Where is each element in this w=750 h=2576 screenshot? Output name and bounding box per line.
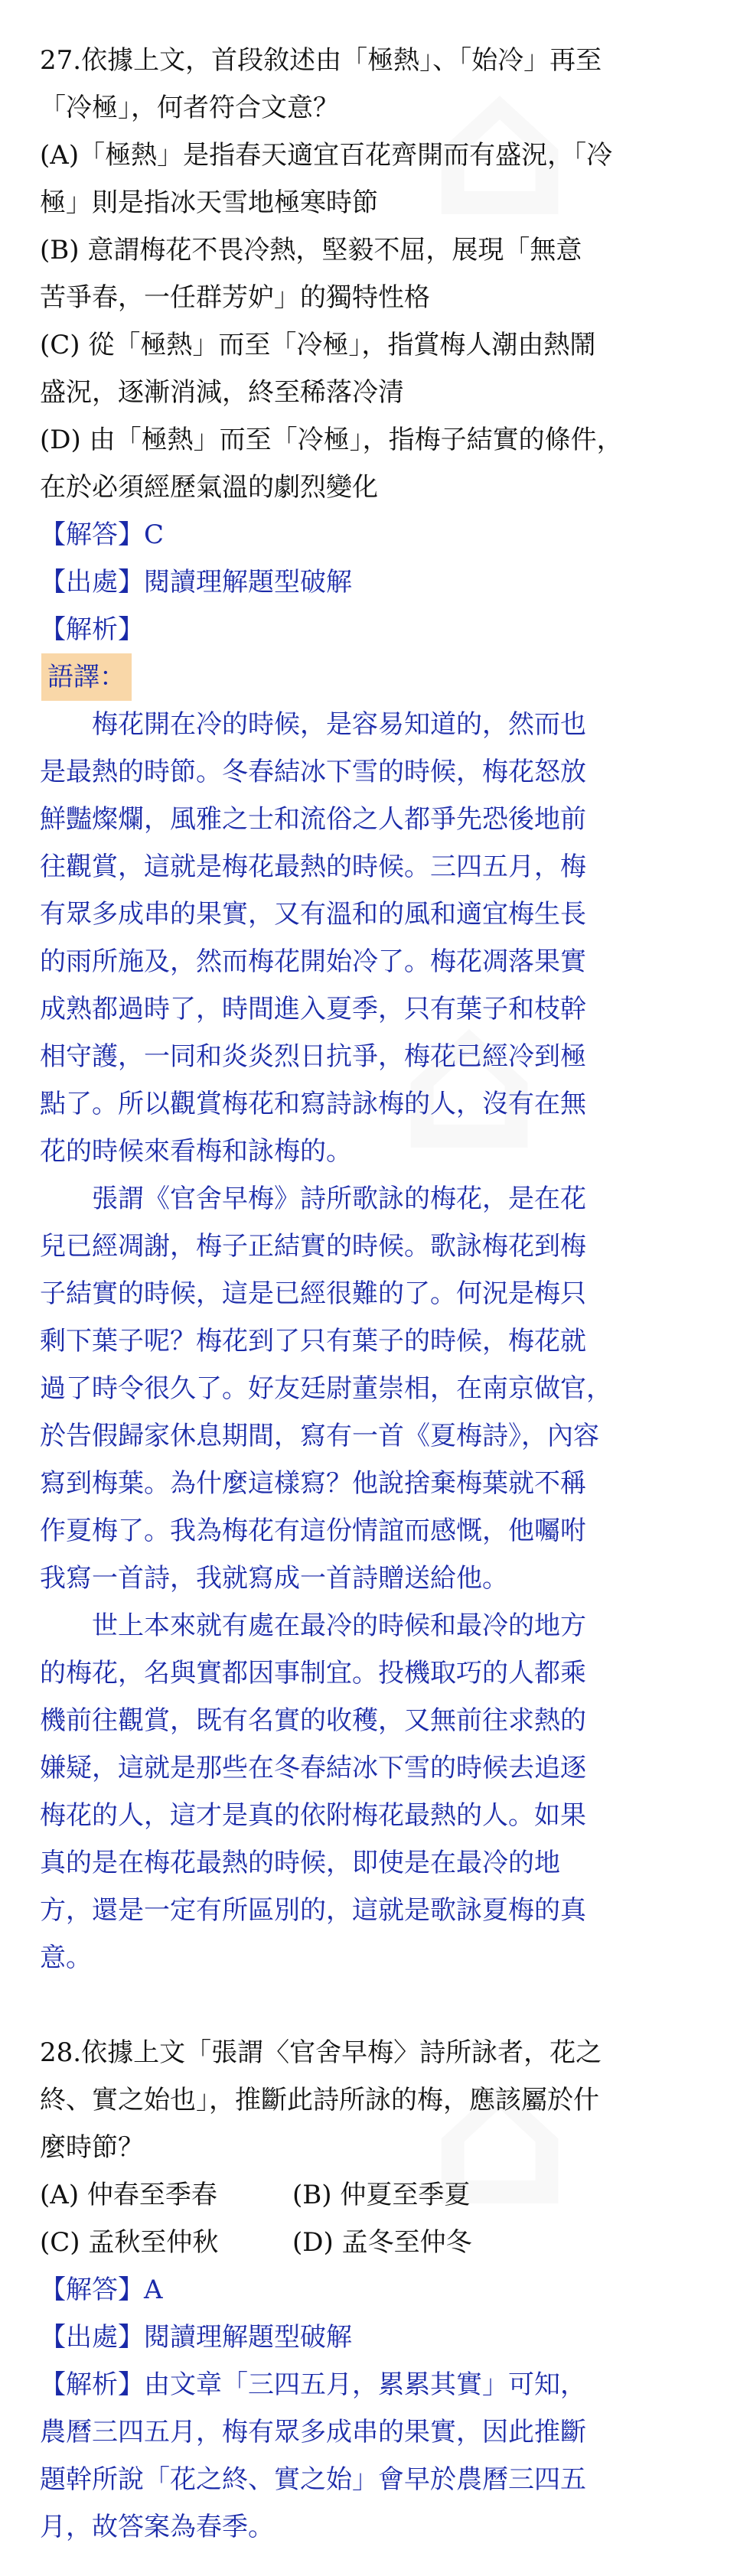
text-line: 真的是在梅花最熱的時候，即使是在最冷的地 (40, 1848, 560, 1878)
option-b: (B) 意謂梅花不畏冷熱，堅毅不屈，展現「無意 (40, 235, 582, 265)
option-c: (C) 從「極熱」而至「冷極」，指賞梅人潮由熱鬧 (40, 330, 596, 360)
text-line: 相守護，一同和炎炎烈日抗爭，梅花已經冷到極 (40, 1041, 586, 1072)
option-b: (B) 仲夏至季夏 (292, 2180, 471, 2210)
option-row (40, 2171, 713, 2219)
text-line: 兒已經凋謝，梅子正結實的時候。歌詠梅花到梅 (40, 1231, 586, 1262)
question-28 (40, 2029, 713, 2551)
analysis-line: 題幹所說「花之終、實之始」會早於農曆三四五 (40, 2464, 586, 2495)
text-line: 意。 (40, 1943, 92, 1973)
text-line: 寫到梅葉。為什麼這樣寫？他說捨棄梅葉就不稱 (40, 1468, 586, 1499)
option-row (40, 2219, 713, 2266)
analysis-line: 月，故答案為春季。 (40, 2512, 274, 2542)
text-line: 是最熱的時節。冬春結冰下雪的時候，梅花怒放 (40, 757, 586, 787)
text-line: 鮮豔燦爛，風雅之士和流俗之人都爭先恐後地前 (40, 804, 586, 835)
watermark: ⌂ (429, 31, 572, 262)
text-line: 過了時令很久了。好友廷尉董崇相，在南京做官， (40, 1373, 612, 1404)
text-line: 成熟都過時了，時間進入夏季，只有葉子和枝幹 (40, 994, 586, 1024)
option-d: (D) 孟冬至仲冬 (292, 2227, 472, 2258)
option-c: (C) 孟秋至仲秋 (40, 2227, 219, 2258)
text-line: 張謂《官舍早梅》詩所歌詠的梅花，是在花 (92, 1184, 586, 1214)
question-stem: 終、實之始也」，推斷此詩所詠的梅，應該屬於什 (40, 2085, 599, 2115)
translation-tag: 語譯： (41, 653, 132, 701)
option-d: (D) 由「極熱」而至「冷極」，指梅子結實的條件， (40, 425, 623, 455)
watermark: ⌂ (398, 964, 541, 1195)
text-line: 有眾多成串的果實，又有溫和的風和適宜梅生長 (40, 899, 586, 930)
text-line: 於告假歸家休息期間，寫有一首《夏梅詩》，內容 (40, 1421, 599, 1451)
text-line: 作夏梅了。我為梅花有這份情誼而感慨，他囑咐 (40, 1516, 586, 1546)
option-b: 苦爭春，一任群芳妒」的獨特性格 (40, 282, 430, 313)
translation-paragraph-2 (40, 1175, 713, 1602)
translation-paragraph-3 (40, 1602, 713, 1982)
option-c: 盛況，逐漸消減，終至稀落冷清 (40, 377, 404, 408)
answer: 【解答】C (40, 519, 165, 550)
analysis-line: 【解析】由文章「三四五月，累累其實」可知， (40, 2369, 586, 2400)
text-line: 的雨所施及，然而梅花開始冷了。梅花凋落果實 (40, 946, 586, 977)
text-line: 往觀賞，這就是梅花最熱的時候。三四五月，梅 (40, 852, 586, 882)
text-line: 花的時候來看梅和詠梅的。 (40, 1136, 352, 1167)
question-stem: 28.依據上文「張謂〈官舍早梅〉詩所詠者，花之 (40, 2037, 602, 2068)
text-line: 世上本來就有處在最冷的時候和最冷的地方 (92, 1610, 586, 1641)
text-line: 梅花開在冷的時候，是容易知道的，然而也 (92, 709, 586, 740)
text-line: 剩下葉子呢？梅花到了只有葉子的時候，梅花就 (40, 1326, 586, 1356)
question-stem: 27.依據上文，首段敘述由「極熱」、「始冷」再至 (40, 45, 602, 76)
source: 【出處】閱讀理解題型破解 (40, 2322, 352, 2353)
translation-paragraph-1 (40, 701, 713, 1175)
text-line: 方，還是一定有所區別的，這就是歌詠夏梅的真 (40, 1895, 586, 1926)
text-line: 機前往觀賞，既有名實的收穫，又無前往求熱的 (40, 1705, 586, 1736)
option-a: 極」則是指冰天雪地極寒時節 (40, 187, 378, 218)
option-a: (A)「極熱」是指春天適宜百花齊開而有盛況，「冷 (40, 140, 613, 171)
text-line: 梅花的人，這才是真的依附梅花最熱的人。如果 (40, 1800, 586, 1831)
text-line: 的梅花，名與實都因事制宜。投機取巧的人都乘 (40, 1658, 586, 1689)
text-line: 子結實的時候，這是已經很難的了。何況是梅只 (40, 1278, 586, 1309)
question-stem: 麼時節？ (40, 2132, 144, 2163)
text-line: 點了。所以觀賞梅花和寫詩詠梅的人，沒有在無 (40, 1089, 586, 1119)
watermark: ⌂ (429, 2020, 572, 2251)
text-line: 嫌疑，這就是那些在冬春結冰下雪的時候去追逐 (40, 1753, 586, 1783)
option-d: 在於必須經歷氣溫的劇烈變化 (40, 472, 378, 503)
document-body (40, 37, 713, 2551)
source: 【出處】閱讀理解題型破解 (40, 567, 352, 598)
question-stem: 「冷極」，何者符合文意？ (40, 93, 339, 123)
option-a: (A) 仲春至季春 (40, 2180, 217, 2210)
answer: 【解答】A (40, 2275, 163, 2305)
analysis-line: 農曆三四五月，梅有眾多成串的果實，因此推斷 (40, 2417, 586, 2447)
text-line: 我寫一首詩，我就寫成一首詩贈送給他。 (40, 1563, 508, 1594)
analysis-label: 【解析】 (40, 614, 144, 645)
question-27 (40, 37, 713, 1982)
